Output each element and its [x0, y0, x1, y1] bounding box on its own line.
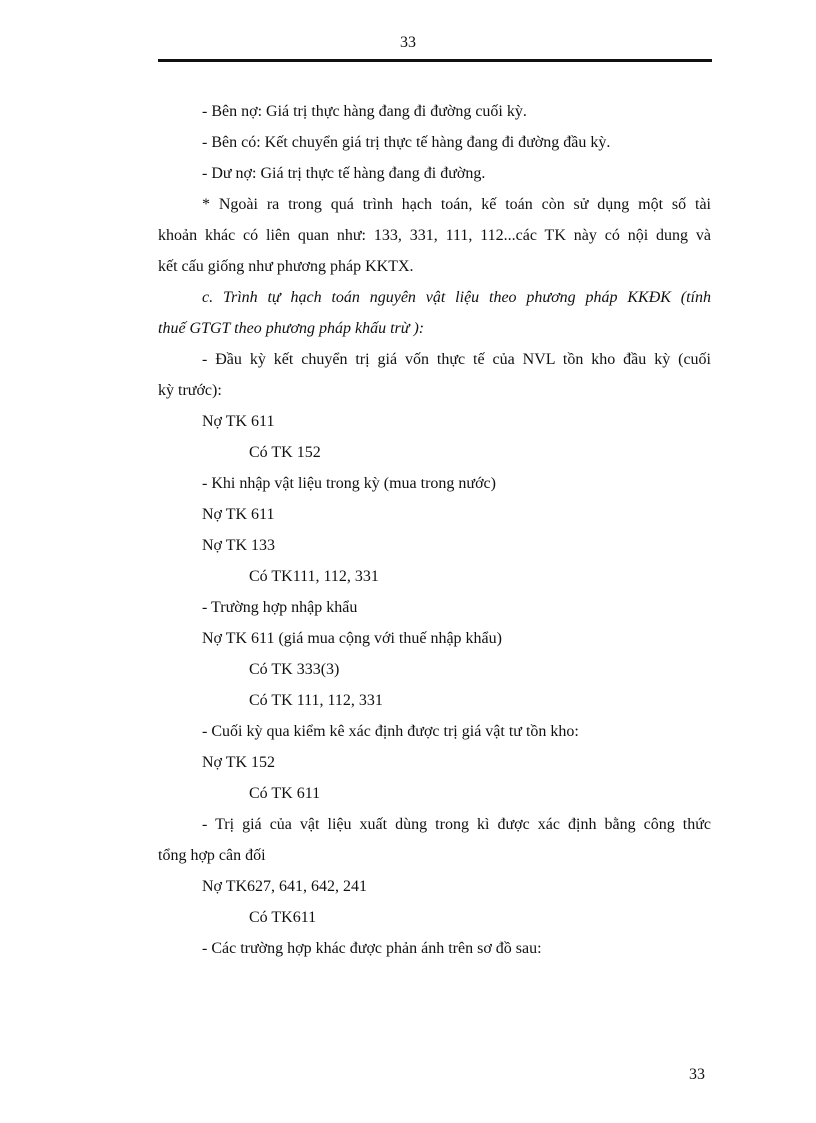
debit-entry: Nợ TK 133: [202, 537, 276, 554]
text-line: kết cấu giống như phương pháp KKTX.: [158, 258, 414, 275]
credit-entry: Có TK611: [249, 909, 317, 926]
section-heading: c. Trình tự hạch toán nguyên vật liệu theo phương pháp KKĐK (tính: [202, 289, 711, 306]
text-line: - Bên nợ: Giá trị thực hàng đang đi đường cuối kỳ.: [202, 103, 527, 120]
credit-entry: Có TK 611: [249, 785, 321, 802]
text-line: tổng hợp cân đối: [158, 847, 266, 864]
text-line: - Khi nhập vật liệu trong kỳ (mua trong nước): [202, 475, 496, 492]
debit-entry: Nợ TK 611: [202, 506, 275, 523]
text-line: khoản khác có liên quan như: 133, 331, 111, 112...các TK này có nội dung và: [158, 227, 711, 244]
page-number-header: 33: [400, 34, 416, 51]
header-rule: [158, 59, 712, 62]
credit-entry: Có TK 152: [249, 444, 321, 461]
credit-entry: Có TK 111, 112, 331: [249, 692, 383, 709]
text-line: - Trường hợp nhập khẩu: [202, 599, 358, 616]
text-line: kỳ trước):: [158, 382, 222, 399]
credit-entry: Có TK111, 112, 331: [249, 568, 379, 585]
page-number-footer: 33: [689, 1066, 705, 1083]
text-line: - Cuối kỳ qua kiểm kê xác định được trị giá vật tư tồn kho:: [202, 723, 579, 740]
debit-entry: Nợ TK 152: [202, 754, 276, 771]
debit-entry: Nợ TK627, 641, 642, 241: [202, 878, 368, 895]
text-line: * Ngoài ra trong quá trình hạch toán, kế toán còn sử dụng một số tài: [202, 196, 711, 213]
document-body: [158, 96, 711, 964]
text-line: - Trị giá của vật liệu xuất dùng trong kì được xác định bằng công thức: [202, 816, 711, 833]
debit-entry: Nợ TK 611 (giá mua cộng với thuế nhập khẩu): [202, 630, 502, 647]
text-line: - Bên có: Kết chuyển giá trị thực tế hàng đang đi đường đầu kỳ.: [202, 134, 611, 151]
credit-entry: Có TK 333(3): [249, 661, 340, 678]
section-heading-cont: thuế GTGT theo phương pháp khấu trừ ):: [158, 320, 425, 337]
text-line: - Các trường hợp khác được phản ánh trên sơ đồ sau:: [202, 940, 542, 957]
text-line: - Dư nợ: Giá trị thực tế hàng đang đi đường.: [202, 165, 486, 182]
debit-entry: Nợ TK 611: [202, 413, 275, 430]
text-line: - Đầu kỳ kết chuyển trị giá vốn thực tế của NVL tồn kho đầu kỳ (cuối: [202, 351, 711, 368]
